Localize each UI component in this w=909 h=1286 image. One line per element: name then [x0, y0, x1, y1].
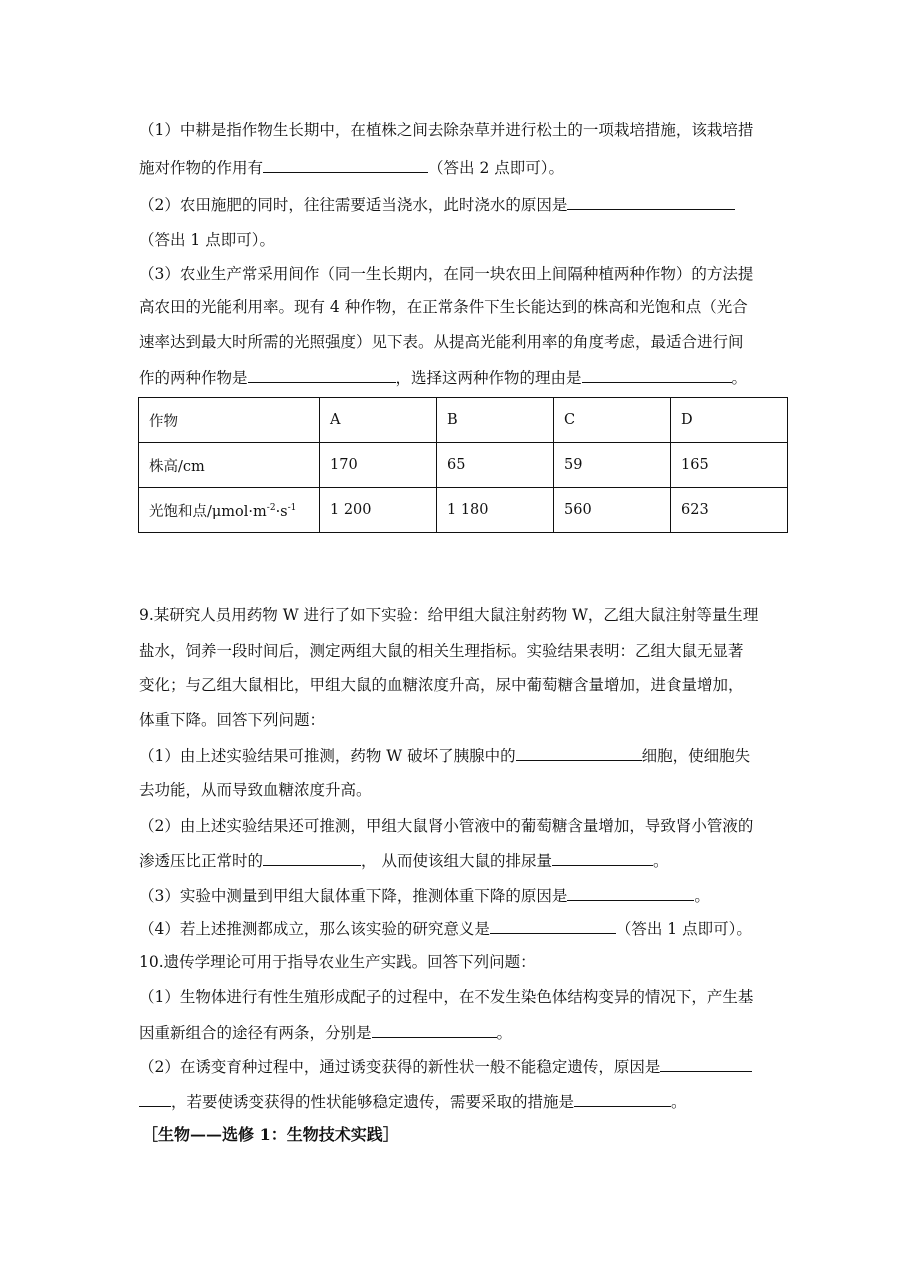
- table-cell: [139, 488, 320, 533]
- q9-stem-line4: 体重下降。回答下列问题：: [139, 711, 326, 729]
- q10-stem: 10.遗传学理论可用于指导农业生产实践。回答下列问题：: [139, 953, 536, 971]
- q10-part1-line2: [139, 1021, 512, 1044]
- q9-part1-line2: 去功能，从而导致血糖浓度升高。: [139, 781, 372, 799]
- q9-part2-text2: ， 从而使该组大鼠的排尿量: [361, 852, 552, 870]
- table-cell: 作物: [139, 398, 320, 443]
- q9-stem-line1: 9.某研究人员用药物 W 进行了如下实验：给甲组大鼠注射药物 W，乙组大鼠注射等量生理: [139, 606, 759, 624]
- q8-part3-text2: ，选择这两种作物的理由是: [395, 369, 582, 387]
- answer-blank[interactable]: [660, 1055, 752, 1072]
- answer-blank[interactable]: [263, 156, 428, 173]
- q8-part2-line2: （答出 1 点即可）。: [139, 231, 275, 249]
- q9-stem-line2: 盐水，饲养一段时间后，测定两组大鼠的相关生理指标。实验结果表明：乙组大鼠无显著: [139, 642, 744, 660]
- q10-part1-end: 。: [496, 1024, 513, 1042]
- answer-blank[interactable]: [574, 1090, 671, 1107]
- table-cell: B: [437, 398, 554, 443]
- table-row: [139, 443, 788, 488]
- q10-part2-text2: ，若要使诱变获得的性状能够稳定遗传，需要采取的措施是: [171, 1093, 575, 1111]
- q8-part1-note: （答出 2 点即可）。: [428, 159, 564, 177]
- q8-part3-line4: [139, 366, 747, 389]
- q8-part2-line1: [139, 193, 735, 216]
- q9-part4-text: （4）若上述推测都成立，那么该实验的研究意义是: [139, 920, 490, 938]
- table-cell: 1 200: [320, 488, 437, 533]
- q9-part4-line: [139, 917, 752, 940]
- row-label: 光饱和点/μmol·m: [149, 503, 267, 520]
- answer-blank[interactable]: [567, 884, 694, 901]
- q8-part1-line1: （1）中耕是指作物生长期中，在植株之间去除杂草并进行松土的一项栽培措施，该栽培措: [139, 121, 754, 139]
- table-cell: 560: [554, 488, 671, 533]
- crop-data-table: [138, 397, 788, 533]
- answer-blank[interactable]: [263, 849, 361, 866]
- q9-part3-end: 。: [694, 887, 710, 905]
- q9-part1-text2: 细胞，使细胞失: [641, 747, 751, 765]
- q10-part2-text: （2）在诱变育种过程中，通过诱变获得的新性状一般不能稳定遗传，原因是: [139, 1058, 661, 1076]
- q9-part2-end: 。: [652, 852, 669, 870]
- table-cell: D: [671, 398, 788, 443]
- table-cell: 1 180: [437, 488, 554, 533]
- q8-part2-text: （2）农田施肥的同时，往往需要适当浇水，此时浇水的原因是: [139, 196, 568, 214]
- answer-blank[interactable]: [490, 917, 616, 934]
- q9-part2-line1: （2）由上述实验结果还可推测，甲组大鼠肾小管液中的葡萄糖含量增加，导致肾小管液的: [139, 817, 754, 835]
- table-header-row: [139, 398, 788, 443]
- table-cell: 165: [671, 443, 788, 488]
- superscript: -1: [287, 502, 297, 513]
- answer-blank[interactable]: [567, 193, 735, 210]
- q9-part3-line: [139, 884, 710, 907]
- q10-part2-line1: [139, 1055, 752, 1078]
- section-title: ［生物——选修 1：生物技术实践］: [142, 1125, 399, 1144]
- q10-part2-end: 。: [671, 1093, 687, 1111]
- answer-blank[interactable]: [552, 849, 653, 866]
- row-label-unit: ·s: [275, 503, 288, 520]
- q9-part2-text: 渗透压比正常时的: [139, 852, 264, 870]
- q9-part1-text: （1）由上述实验结果可推测，药物 W 破坏了胰腺中的: [139, 747, 516, 765]
- q8-part3-line1: （3）农业生产常采用间作（同一生长期内，在同一块农田上间隔种植两种作物）的方法提: [139, 265, 754, 283]
- q9-part3-text: （3）实验中测量到甲组大鼠体重下降，推测体重下降的原因是: [139, 887, 568, 905]
- q9-stem-line3: 变化；与乙组大鼠相比，甲组大鼠的血糖浓度升高，尿中葡萄糖含量增加，进食量增加，: [139, 676, 744, 694]
- table-row: [139, 488, 788, 533]
- q9-part2-line2: [139, 849, 668, 872]
- q8-part3-line3: 速率达到最大时所需的光照强度）见下表。从提高光能利用率的角度考虑，最适合进行间: [139, 333, 744, 351]
- q10-part1-text: 因重新组合的途径有两条，分别是: [139, 1024, 372, 1042]
- superscript: -2: [266, 502, 276, 513]
- q10-part1-line1: （1）生物体进行有性生殖形成配子的过程中，在不发生染色体结构变异的情况下，产生基: [139, 988, 754, 1006]
- table-cell: 65: [437, 443, 554, 488]
- answer-blank[interactable]: [582, 366, 732, 383]
- q8-part1-text: 施对作物的作用有: [139, 159, 264, 177]
- q8-part3-end: 。: [731, 369, 748, 387]
- q8-part3-line2: 高农田的光能利用率。现有 4 种作物，在正常条件下生长能达到的株高和光饱和点（光合: [139, 298, 748, 316]
- q9-part4-note: （答出 1 点即可）。: [615, 920, 752, 938]
- answer-blank[interactable]: [372, 1021, 497, 1038]
- q9-part1-line1: [139, 744, 750, 767]
- table-cell: 623: [671, 488, 788, 533]
- table-cell: C: [554, 398, 671, 443]
- answer-blank[interactable]: [248, 366, 396, 383]
- table-cell: A: [320, 398, 437, 443]
- answer-blank[interactable]: [139, 1090, 171, 1107]
- answer-blank[interactable]: [516, 744, 642, 761]
- q8-part1-line2: [139, 156, 564, 179]
- q8-part3-text: 作的两种作物是: [139, 369, 248, 387]
- q10-part2-line2: [139, 1090, 687, 1113]
- table-cell: 59: [554, 443, 671, 488]
- table-cell: 株高/cm: [139, 443, 320, 488]
- table-cell: 170: [320, 443, 437, 488]
